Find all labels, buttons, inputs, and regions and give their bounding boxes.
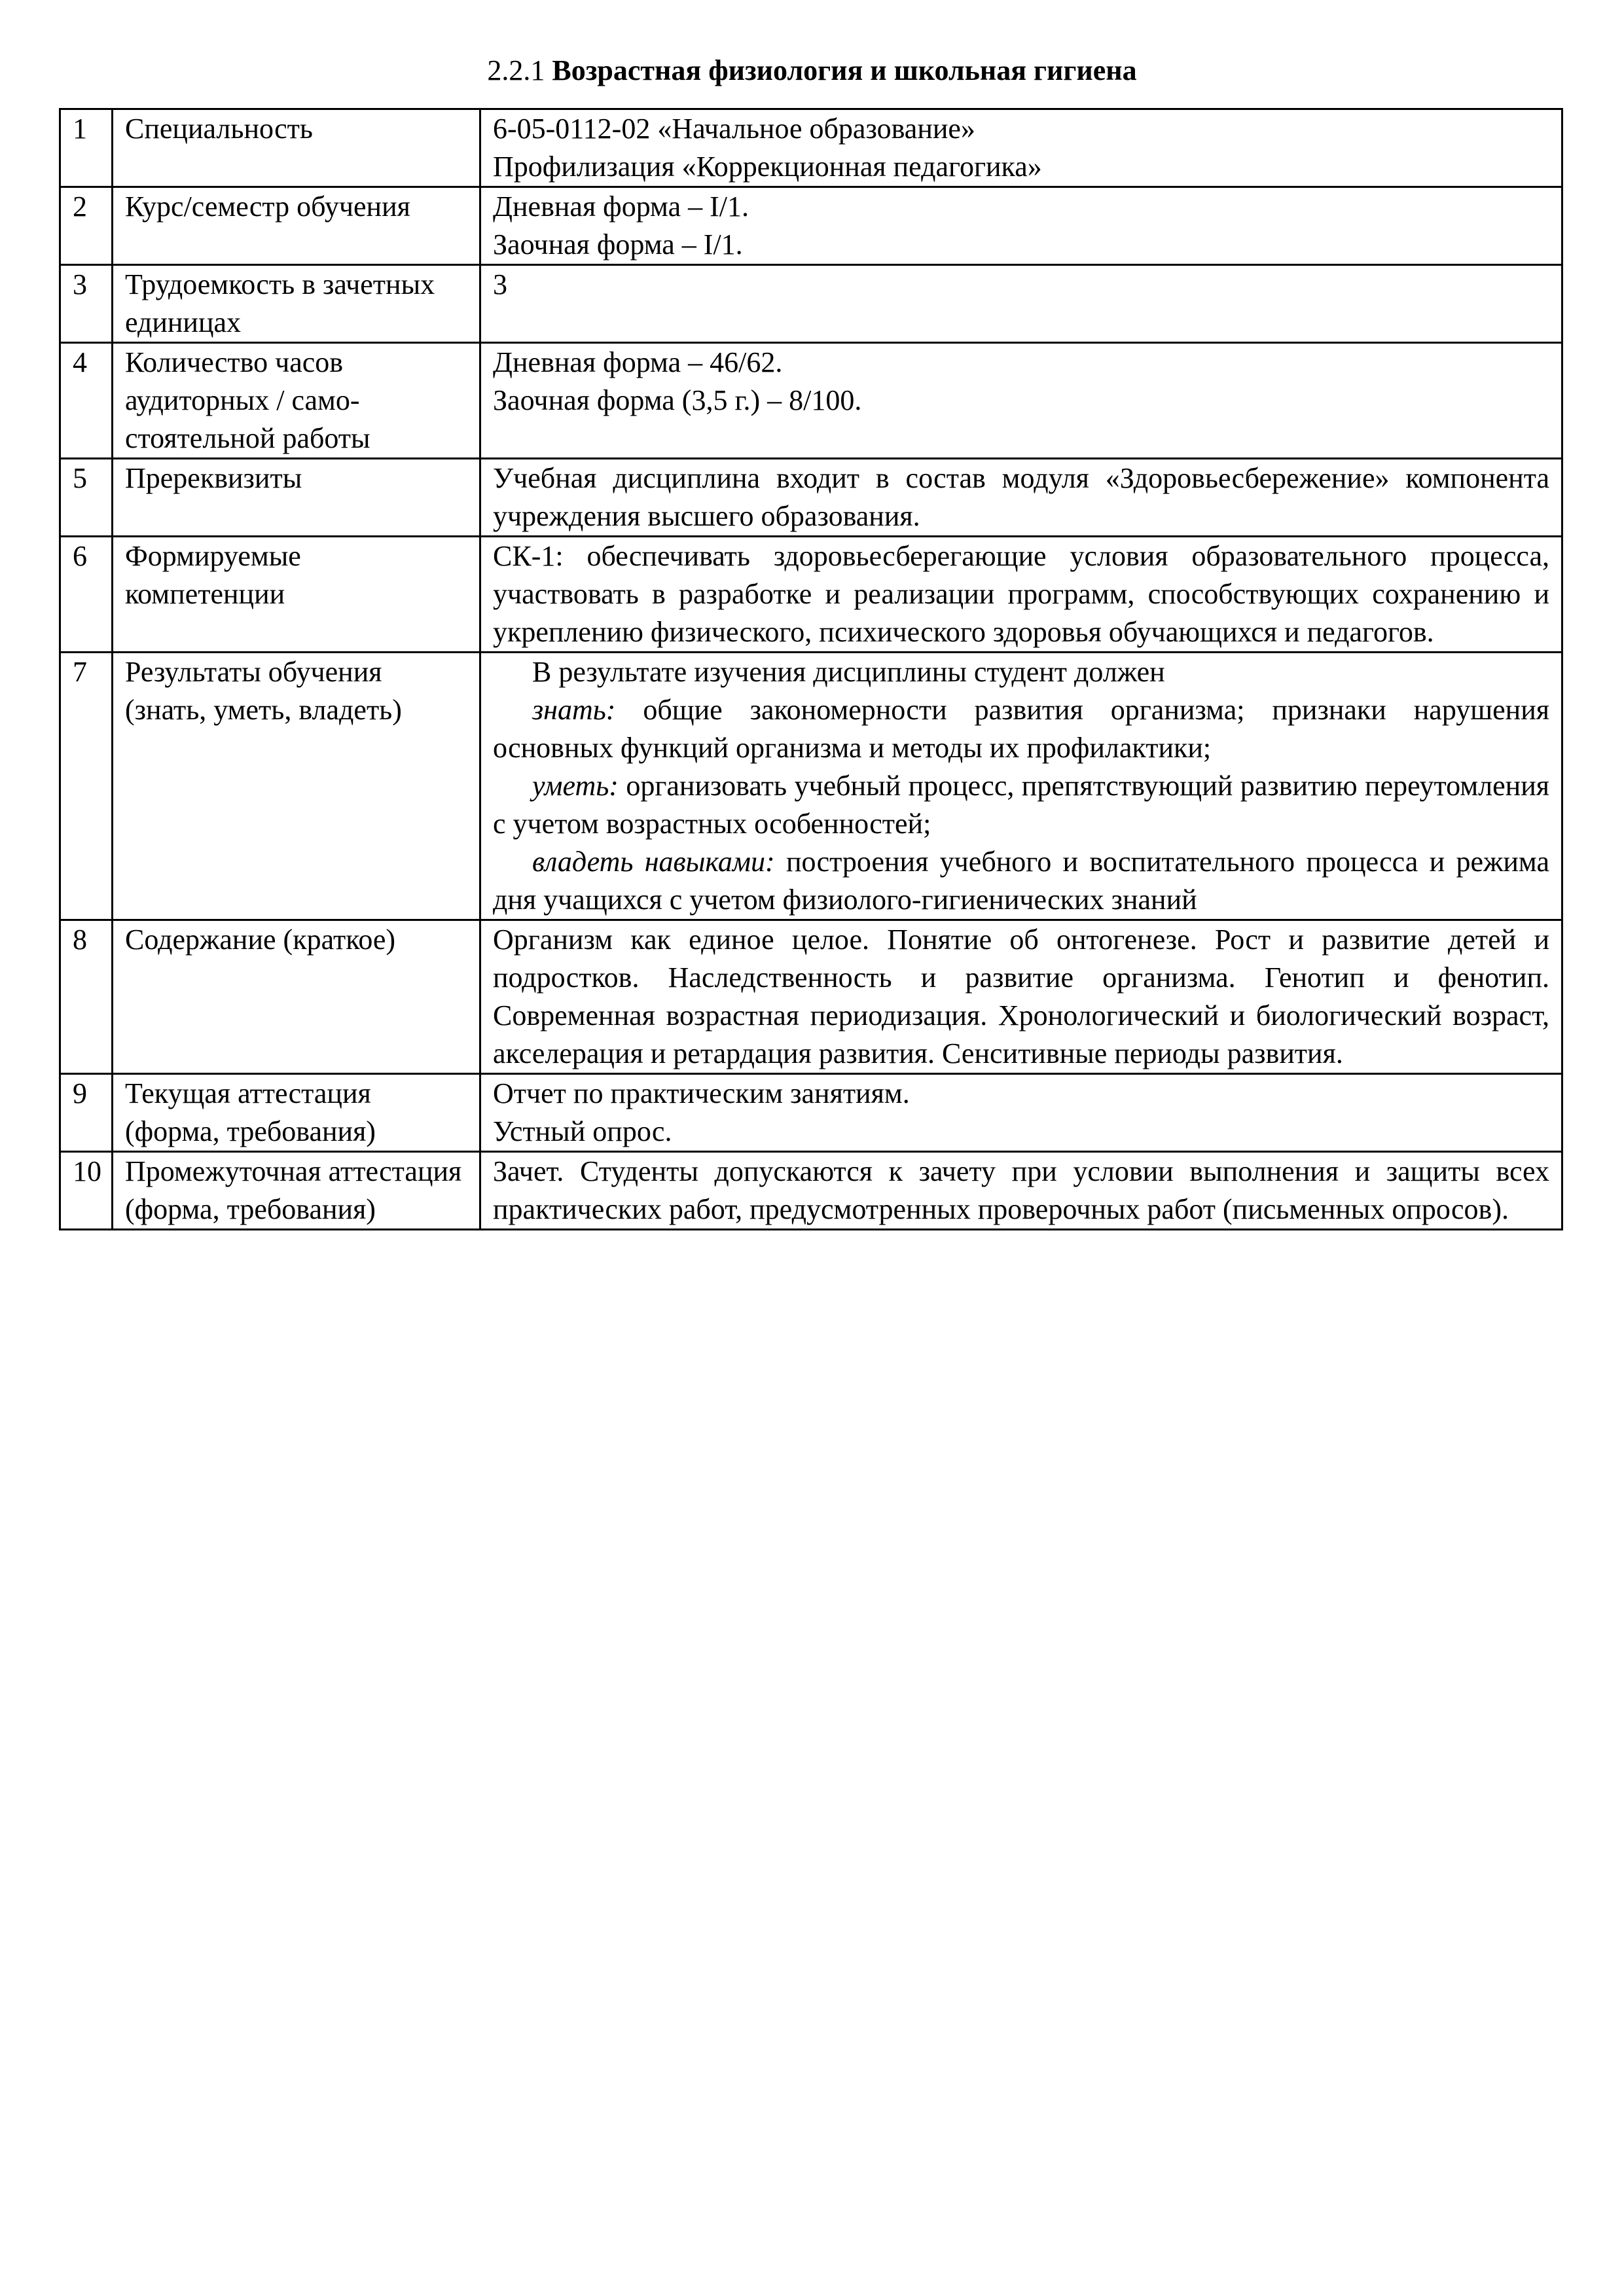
table-row <box>60 920 1562 1074</box>
table-row <box>60 459 1562 537</box>
results-item-skills <box>493 843 1549 919</box>
row-label: Формируемые компетенции <box>113 537 480 653</box>
value-line: Учебная дисциплина входит в состав модуля «Здоровьесбережение» компонента учреждения высшего образования. <box>493 462 1549 532</box>
table-row <box>60 1074 1562 1152</box>
value-line: Дневная форма – 46/62. <box>493 346 783 378</box>
row-number: 2 <box>60 187 113 265</box>
value-line: Организм как единое целое. Понятие об онтогенезе. Рост и развитие детей и подростков. Наследственность и развитие организма. Генотип и фенотип. Современная возрастная периодизация. Хронологический и биологический возраст, акселерация и ретардация развития. Сенситивные периоды развития. <box>493 924 1549 1069</box>
row-value <box>480 653 1562 920</box>
results-item-know <box>493 691 1549 767</box>
row-number: 4 <box>60 343 113 459</box>
table-row <box>60 109 1562 187</box>
value-line: 3 <box>493 268 507 300</box>
row-number: 1 <box>60 109 113 187</box>
results-text: построения учебного и воспитательного процесса и режима дня учащихся с учетом физиолого-гигиенических знаний <box>493 846 1550 916</box>
results-text: организовать учебный процесс, препятствующий развитию переутомления с учетом возрастных особенностей; <box>493 770 1549 840</box>
results-text: общие закономерности развития организма; признаки нарушения основных функций организма и методы их профилактики; <box>493 694 1549 764</box>
row-value <box>480 1074 1562 1152</box>
value-line: СК-1: обеспечивать здоровьесберегающие условия образовательного процесса, участвовать в разработке и реализации программ, способствующих сохранению и укреплению физического, психического здоровья обучающихся и педагогов. <box>493 540 1549 648</box>
table-row <box>60 265 1562 343</box>
table-row <box>60 653 1562 920</box>
title-name: Возрастная физиология и школьная гигиена <box>552 54 1137 86</box>
results-term: уметь: <box>532 770 619 802</box>
row-number: 6 <box>60 537 113 653</box>
row-value <box>480 343 1562 459</box>
value-line: Устный опрос. <box>493 1115 672 1147</box>
row-label: Трудоемкость в зачетных единицах <box>113 265 480 343</box>
row-number: 5 <box>60 459 113 537</box>
row-value <box>480 459 1562 537</box>
row-value <box>480 187 1562 265</box>
value-line: Профилизация «Коррекционная педагогика» <box>493 151 1042 183</box>
value-line: 6-05-0112-02 «Начальное образование» <box>493 113 975 145</box>
row-value <box>480 537 1562 653</box>
results-term: знать: <box>532 694 616 726</box>
value-line: Заочная форма (3,5 г.) – 8/100. <box>493 384 862 416</box>
row-label: Количество часов аудиторных / само-стоятельной работы <box>113 343 480 459</box>
table-row <box>60 1152 1562 1230</box>
table-row <box>60 343 1562 459</box>
value-line: Заочная форма – I/1. <box>493 228 743 260</box>
title-number: 2.2.1 <box>487 54 545 86</box>
row-label: Промежуточная аттестация (форма, требования) <box>113 1152 480 1230</box>
row-value <box>480 920 1562 1074</box>
row-value <box>480 109 1562 187</box>
table-row <box>60 187 1562 265</box>
page-title <box>0 52 1624 89</box>
value-line: Зачет. Студенты допускаются к зачету при условии выполнения и защиты всех практических работ, предусмотренных проверочных работ (письменных опросов). <box>493 1155 1549 1225</box>
row-label: Пререквизиты <box>113 459 480 537</box>
row-number: 7 <box>60 653 113 920</box>
row-label: Специальность <box>113 109 480 187</box>
row-label: Текущая аттестация (форма, требования) <box>113 1074 480 1152</box>
row-value <box>480 265 1562 343</box>
results-intro: В результате изучения дисциплины студент должен <box>532 656 1165 688</box>
row-number: 9 <box>60 1074 113 1152</box>
value-line: Дневная форма – I/1. <box>493 190 749 223</box>
row-number: 10 <box>60 1152 113 1230</box>
results-term: владеть навыками: <box>532 846 775 878</box>
row-value <box>480 1152 1562 1230</box>
table-row <box>60 537 1562 653</box>
row-number: 8 <box>60 920 113 1074</box>
row-number: 3 <box>60 265 113 343</box>
row-label: Курс/семестр обучения <box>113 187 480 265</box>
value-line: Отчет по практическим занятиям. <box>493 1077 910 1109</box>
row-label: Содержание (краткое) <box>113 920 480 1074</box>
syllabus-table <box>59 108 1563 1230</box>
results-item-can <box>493 767 1549 843</box>
row-label: Результаты обучения (знать, уметь, владеть) <box>113 653 480 920</box>
